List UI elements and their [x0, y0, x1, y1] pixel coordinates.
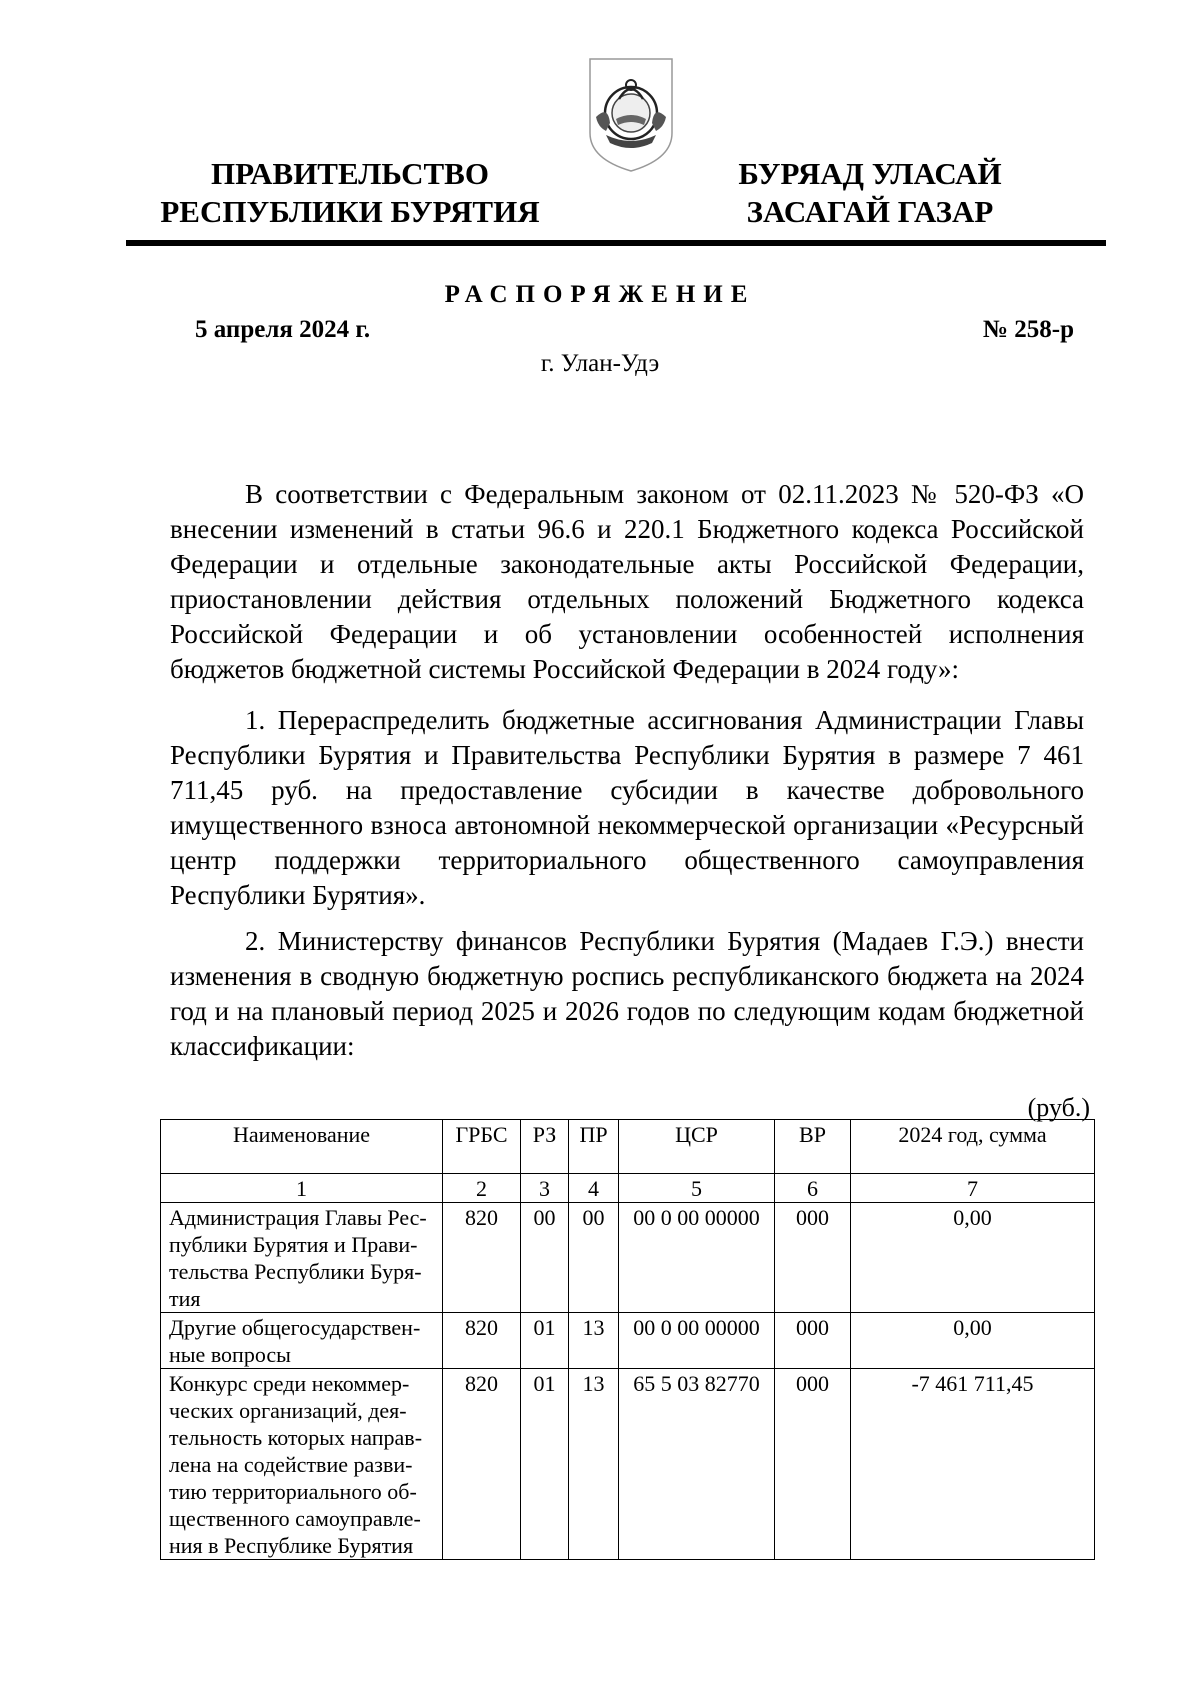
- government-name-buryat: [690, 155, 1050, 231]
- col-number: 3: [521, 1174, 569, 1203]
- row-csr: 65 5 03 82770: [619, 1369, 775, 1560]
- row-name: Администрация Главы Республики Бурятия и Правительства Республики Бурятия: [161, 1203, 443, 1313]
- row-rz: 00: [521, 1203, 569, 1313]
- row-grbs: 820: [443, 1369, 521, 1560]
- header-left-line2: РЕСПУБЛИКИ БУРЯТИЯ: [160, 194, 540, 229]
- col-number: 6: [775, 1174, 851, 1203]
- row-amount: 0,00: [851, 1203, 1095, 1313]
- col-number: 4: [569, 1174, 619, 1203]
- header-csr: ЦСР: [619, 1120, 775, 1174]
- row-csr: 00 0 00 00000: [619, 1313, 775, 1369]
- col-number: 1: [161, 1174, 443, 1203]
- row-pr: 00: [569, 1203, 619, 1313]
- row-name: Конкурс среди некоммерческих организаций, деятельность которых направлена на содействие развитию территориального общественного самоуправления в Республике Бурятия: [161, 1369, 443, 1560]
- row-name: Другие общегосударственные вопросы: [161, 1313, 443, 1369]
- order-date: 5 апреля 2024 г.: [195, 316, 371, 343]
- header-vr: ВР: [775, 1120, 851, 1174]
- row-csr: 00 0 00 00000: [619, 1203, 775, 1313]
- item-2-paragraph: 2. Министерству финансов Республики Бурятия (Мадаев Г.Э.) внести изменения в сводную бюджетную роспись республиканского бюджета на 2024 год и на плановый период 2025 и 2026 годов по следующим кодам бюджетной классификации:: [170, 926, 1084, 1061]
- header-grbs: ГРБС: [443, 1120, 521, 1174]
- table-row: [161, 1369, 1095, 1560]
- order-number: № 258-р: [982, 316, 1074, 343]
- table-row: [161, 1203, 1095, 1313]
- col-number: 7: [851, 1174, 1095, 1203]
- government-name-russian: [150, 155, 550, 231]
- row-rz: 01: [521, 1313, 569, 1369]
- header-divider: [126, 240, 1106, 246]
- coat-of-arms-icon: [586, 55, 676, 175]
- row-rz: 01: [521, 1369, 569, 1560]
- table-number-row: [161, 1174, 1095, 1203]
- row-amount: 0,00: [851, 1313, 1095, 1369]
- row-pr: 13: [569, 1313, 619, 1369]
- row-vr: 000: [775, 1203, 851, 1313]
- row-grbs: 820: [443, 1203, 521, 1313]
- preamble-paragraph: В соответствии с Федеральным законом от 02.11.2023 № 520-ФЗ «О внесении изменений в статьи 96.6 и 220.1 Бюджетного кодекса Российской Федерации и отдельные законодательные акты Российской Федерации, приостановлении действия отдельных положений Бюджетного кодекса Российской Федерации и об установлении особенностей исполнения бюджетов бюджетной системы Российской Федерации в 2024 году»:: [170, 479, 1084, 684]
- table-row: [161, 1313, 1095, 1369]
- header-right-line1: БУРЯАД УЛАСАЙ: [738, 156, 1002, 191]
- header-right-line2: ЗАСАГАЙ ГАЗАР: [746, 194, 994, 229]
- table-header-row: [161, 1120, 1095, 1174]
- row-vr: 000: [775, 1313, 851, 1369]
- header-name: Наименование: [161, 1120, 443, 1174]
- col-number: 5: [619, 1174, 775, 1203]
- header-left-line1: ПРАВИТЕЛЬСТВО: [211, 156, 489, 191]
- order-city: г. Улан-Удэ: [540, 350, 660, 377]
- header-rz: РЗ: [521, 1120, 569, 1174]
- header-amount: 2024 год, сумма: [851, 1120, 1095, 1174]
- budget-table: [160, 1119, 1095, 1560]
- row-vr: 000: [775, 1369, 851, 1560]
- row-amount: -7 461 711,45: [851, 1369, 1095, 1560]
- document-title: РАСПОРЯЖЕНИЕ: [444, 281, 756, 308]
- row-grbs: 820: [443, 1313, 521, 1369]
- currency-unit: (руб.): [1027, 1093, 1090, 1122]
- col-number: 2: [443, 1174, 521, 1203]
- header-pr: ПР: [569, 1120, 619, 1174]
- row-pr: 13: [569, 1369, 619, 1560]
- item-1-paragraph: 1. Перераспределить бюджетные ассигнования Администрации Главы Республики Бурятия и Правительства Республики Бурятия в размере 7 461 711,45 руб. на предоставление субсидии в качестве добровольного имущественного взноса автономной некоммерческой организации «Ресурсный центр поддержки территориального общественного самоуправления Республики Бурятия».: [170, 705, 1084, 910]
